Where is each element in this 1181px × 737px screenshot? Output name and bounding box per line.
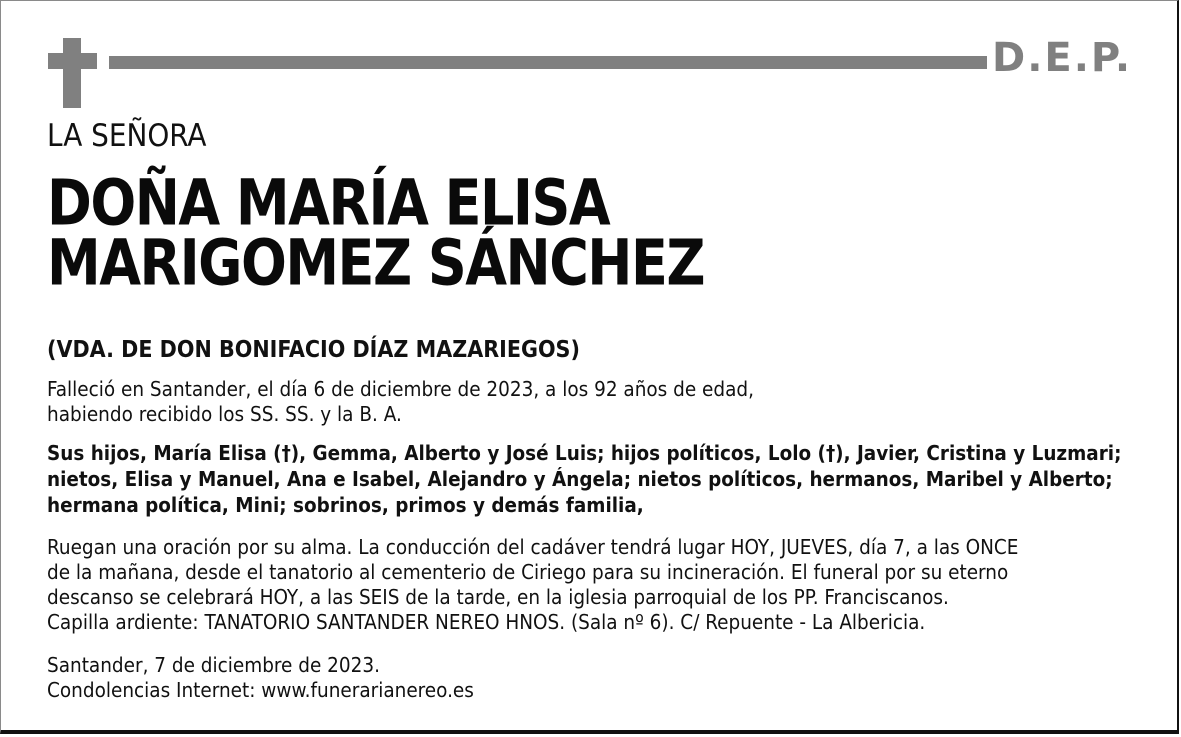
dep-label: D.E.P. — [992, 35, 1133, 81]
ceremony-line: Ruegan una oración por su alma. La conducción del cadáver tendrá lugar HOY, JUEVES, día 7, a las ONCE — [47, 535, 1019, 559]
deceased-name-line-1: DOÑA MARÍA ELISA — [47, 166, 610, 241]
footer — [47, 653, 474, 703]
salutation: LA SEÑORA — [47, 118, 207, 154]
cross-vertical-bar — [63, 38, 81, 108]
death-notice — [47, 377, 754, 427]
header-rule — [109, 56, 987, 69]
ceremony-line: Capilla ardiente: TANATORIO SANTANDER NEREO HNOS. (Sala nº 6). C/ Repuente - La Albericia. — [47, 610, 926, 634]
death-notice-line: habiendo recibido los SS. SS. y la B. A. — [47, 402, 402, 426]
cross-horizontal-bar — [48, 53, 97, 69]
family-list — [47, 440, 1121, 518]
family-line: Sus hijos, María Elisa (†), Gemma, Alberto y José Luis; hijos políticos, Lolo (†), Javier, Cristina y Luzmari; — [47, 441, 1122, 465]
family-line: nietos, Elisa y Manuel, Ana e Isabel, Alejandro y Ángela; nietos políticos, hermanos, Maribel y Alberto; — [47, 467, 1113, 491]
deceased-name-line-2: MARIGOMEZ SÁNCHEZ — [47, 226, 704, 301]
widow-note: (VDA. DE DON BONIFACIO DÍAZ MAZARIEGOS) — [47, 337, 580, 363]
ceremony-line: descanso se celebrará HOY, a las SEIS de la tarde, en la iglesia parroquial de los PP. Franciscanos. — [47, 585, 949, 609]
death-notice-line: Falleció en Santander, el día 6 de diciembre de 2023, a los 92 años de edad, — [47, 377, 754, 401]
date-line: Santander, 7 de diciembre de 2023. — [47, 653, 380, 677]
ceremony-line: de la mañana, desde el tanatorio al cementerio de Ciriego para su incineración. El funeral por su eterno — [47, 560, 1009, 584]
condolences-line: Condolencias Internet: www.funerarianereo.es — [47, 678, 474, 702]
family-line: hermana política, Mini; sobrinos, primos y demás familia, — [47, 493, 644, 517]
ceremony-details — [47, 535, 1018, 635]
